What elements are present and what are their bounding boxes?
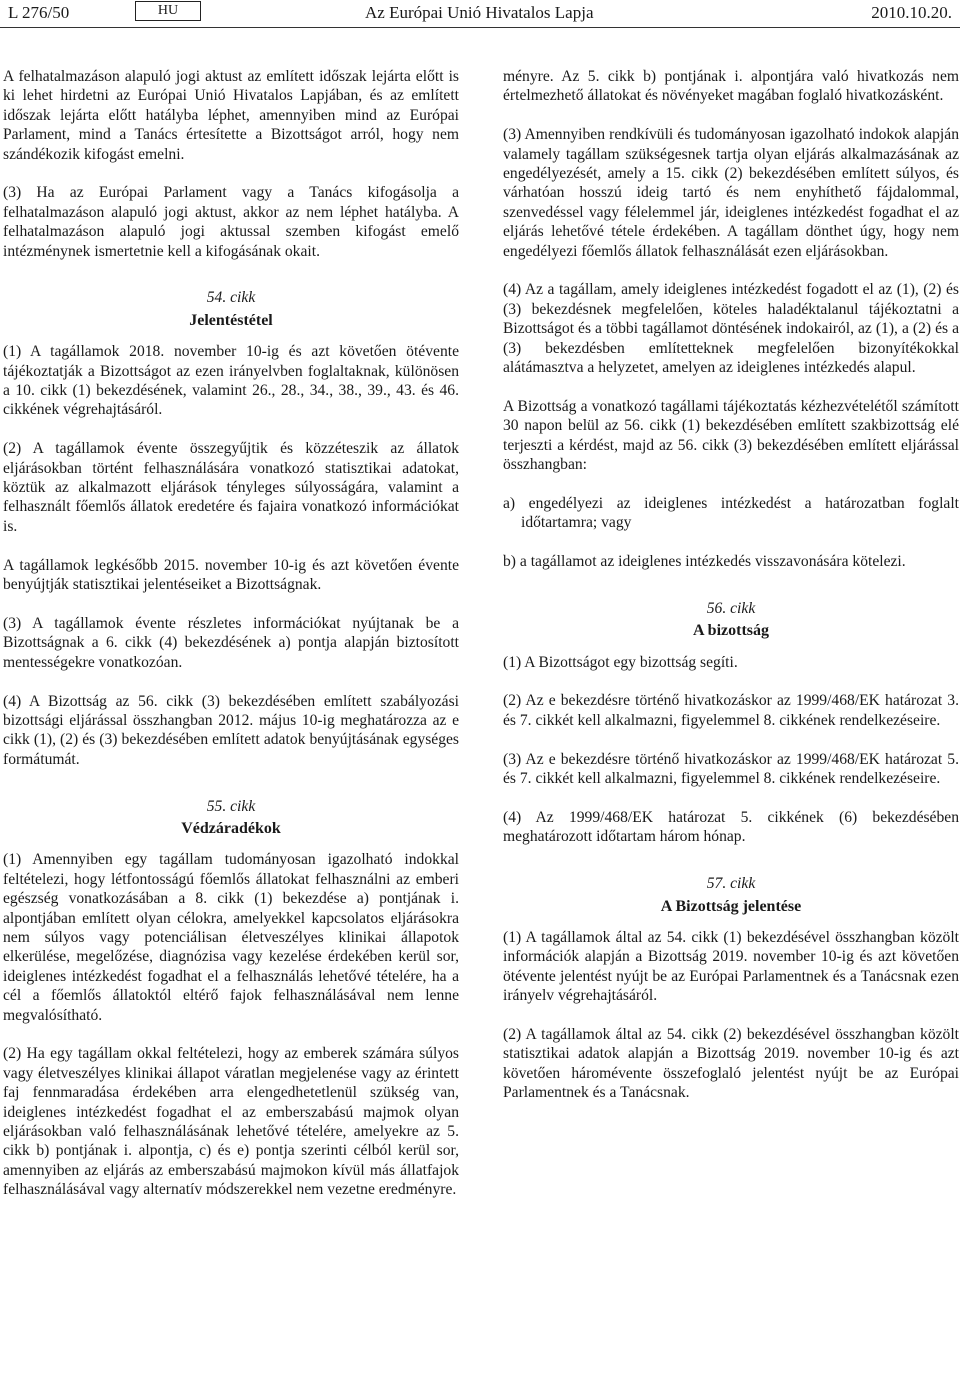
paragraph: (3) Ha az Európai Parlament vagy a Tanács kifogásolja a felhatalmazáson alapuló jogi aktust, akkor az nem léphet hatályba. A felhatalmazáson alapuló jogi aktussal szemben kifogást emelő intézménynek ismertetnie kell a kifogásának okait. [3,184,459,260]
article-title: A Bizottság jelentése [660,897,802,915]
paragraph: (1) Amennyiben egy tagállam tudományosan igazolható indokkal feltételezi, hogy létfontosságú főemlős állatokat felhasználni az emberi egészség vonatkozásában a 8. cikk (1) bekezdése a) pontjának i. alpontjában említett olyan célokra, amelyekkel kapcsolatos eljárásokra nem súlyos vagy potenciálisan életveszélyes klinikai állapotok elkerülése, megelőzése, diagnózisa vagy kezelése érdekében kerül sor, ideiglenes intézkedést fogadhat el a felhasználás lehetővé tételére, ha a cél a főemlős állatoktól eltérő fajok felhasználásával nem lenne megvalósítható. [3,851,459,1024]
article-word: cikk [730,599,756,617]
journal-title: Az Európai Unió Hivatalos Lapja [365,3,594,22]
paragraph: ményre. Az 5. cikk b) pontjának i. alpontjára való hivatkozás nem értelmezhető állatokat és növényeket magában foglaló hivatkozásként. [503,68,959,105]
article-title: A bizottság [693,622,769,640]
paragraph: (3) A tagállamok évente részletes információkat nyújtanak be a Bizottságnak a 6. cikk (4) bekezdésének a) pontja alapján biztosított mentességekre vonatkozóan. [3,614,459,671]
paragraph: (1) A Bizottságot egy bizottság segíti. [503,653,738,671]
article-word: cikk [230,289,256,307]
article-number-value: 57. [706,875,727,893]
paragraph: (2) Az e bekezdésre történő hivatkozáskor az 1999/468/EK határozat 3. és 7. cikkét kell alkalmazni, figyelemmel 8. cikkének rendelkezéseire. [503,692,959,729]
article-number-value: 55. [206,797,227,815]
article-number-value: 54. [206,289,227,307]
paragraph: (4) Az 1999/468/EK határozat 5. cikkének (6) bekezdésében meghatározott időtartam három hónap. [503,808,959,846]
article-word: cikk [230,797,256,815]
article-number-value: 56. [706,599,727,617]
article-number [503,866,959,893]
publication-date: 2010.10.20. [871,3,952,22]
paragraph: (4) A Bizottság az 56. cikk (3) bekezdésében említett szabályozási bizottsági eljárással összhangban 2012. május 10-ig meghatározza az e cikk (1), (2) és (3) bekezdésében említett adatok benyújtásának egységes formátumát. [3,692,459,768]
paragraph: (3) Az e bekezdésre történő hivatkozáskor az 1999/468/EK határozat 5. és 7. cikkét kell alkalmazni, figyelemmel 8. cikkének rendelkezéseire. [503,750,959,788]
left-column [3,67,459,1200]
paragraph: (2) A tagállamok évente összegyűjtik és közzéteszik az állatok eljárásokban történt felhasználására vonatkozó statisztikai adatokat, köztük az alkalmazott eljárások tényleges súlyosságára, valamint a felhasznált főemlős állatok eredetére és fajaira vonatkozó információkat is. [3,440,459,535]
paragraph: A Bizottság a vonatkozó tagállami tájékoztatás kézhezvételétől számított 30 napon belül az 56. cikk (1) bekezdésében említett szakbizottság elé terjeszti a kérdést, majd az 56. cikk (3) bekezdésében említett eljárással összhangban: [503,397,959,474]
article-number [3,789,459,816]
paragraph: (3) Amennyiben rendkívüli és tudományosan igazolható indokok alapján valamely tagállam szükségesnek tartja olyan eljárás alkalmazásának az engedélyezését, amely a 15. cikk (2) bekezdésében említett súlyos, és várhatóan hosszú ideig tartó és nem enyhíthető fájdalommal, szenvedéssel vagy félelemmel jár, ideiglenes intézkedést fogadhat el az eljárás lehetővé tétele érdekében. A tagállam dönthet úgy, hogy nem engedélyezi főemlős állatok felhasználását ezen eljárásokban. [503,126,959,260]
article-number [503,591,959,618]
article-title: Védzáradékok [181,819,281,837]
paragraph: (1) A tagállamok által az 54. cikk (1) bekezdésével összhangban közölt információk alapján a Bizottság 2019. november 10-ig és azt követően ötévente jelentést nyújt be az Európai Parlamentnek és a Tanácsnak ezen irányelv végrehajtásáról. [503,928,959,1005]
paragraph: (4) Az a tagállam, amely ideiglenes intézkedést fogadott el az (1), (2) és (3) bekezdésnek megfelelően, köteles haladéktalanul tájékoztatni a Bizottságot és a többi tagállamot döntésének indokairól, az (1), a (2) és a (3) bekezdésben említetteknek megfelelően bizonyítékokkal alátámasztva a helyzetet, amelyen az ideiglenes intézkedés alapul. [503,281,959,377]
header-rule [0,27,960,28]
paragraph: A felhatalmazáson alapuló jogi aktust az említett időszak lejárta előtt is ki lehet hirdetni az Európai Unió Hivatalos Lapjában, és az említett időszak lejárta előtt hatályba léphet, amennyiben mind az Európai Parlament, mind a Tanács értesítette a Bizottságot arról, hogy nem szándékozik kifogást emelni. [3,68,459,163]
article-word: cikk [730,875,756,893]
list-item: a) engedélyezi az ideiglenes intézkedést a határozatban foglalt időtartamra; vagy [503,494,959,532]
paragraph: (1) A tagállamok 2018. november 10-ig és azt követően ötévente tájékoztatják a Bizottságot az ezen irányelvben foglaltaknak, különösen a 10. cikk (1) bekezdésének, valamint 26., 28., 34., 38., 39., 43. és 46. cikkének végrehajtásáról. [3,343,459,419]
language-code-box: HU [135,1,201,21]
paragraph: A tagállamok legkésőbb 2015. november 10-ig és azt követően évente benyújtják statisztikai jelentéseiket a Bizottságnak. [3,556,459,594]
page-reference: L 276/50 [8,3,70,22]
article-number [3,280,459,307]
list-item: b) a tagállamot az ideiglenes intézkedés visszavonására kötelezi. [503,553,906,571]
paragraph: (2) Ha egy tagállam okkal feltételezi, hogy az emberek számára súlyos vagy életveszélyes klinikai állapot váratlan megjelenése vagy az érintett faj fennmaradása érdekében arra elengedhetetlenül szükség van, ideiglenes intézkedést fogadhat el az emberszabású majmok olyan eljárásokban való felhasználásának lehetővé tételére, amelyekre az 5. cikk b) pontjának i. alpontja, c) és e) pontja szerinti célból kerül sor, amennyiben az eljárás az emberszabású majmokon kívül más állatfajok felhasználásával vagy alternatív módszerekkel nem vezetne eredményre. [3,1045,459,1199]
paragraph: (2) A tagállamok által az 54. cikk (2) bekezdésével összhangban közölt statisztikai adatok alapján a Bizottság 2019. november 10-ig és azt követően háromévente összefoglaló jelentést nyújt be az Európai Parlamentnek és a Tanácsnak. [503,1025,959,1102]
right-column [503,67,959,1103]
page-header [0,0,960,28]
article-title: Jelentéstétel [189,311,273,329]
